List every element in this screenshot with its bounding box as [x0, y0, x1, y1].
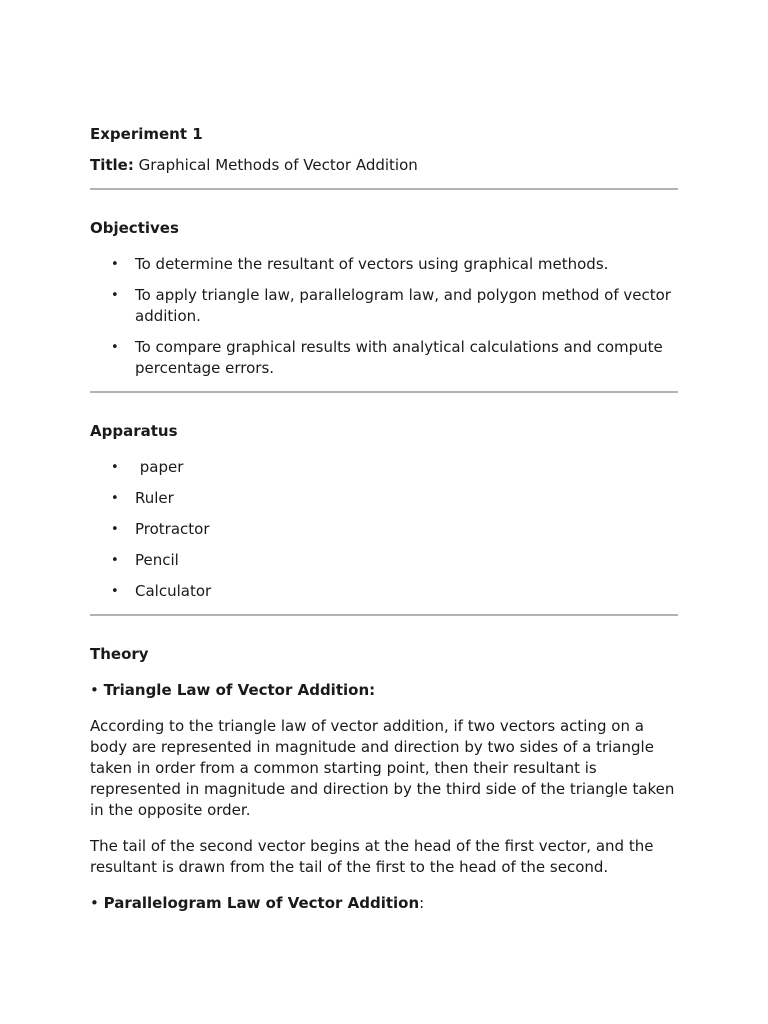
bullet-icon: •: [111, 257, 119, 272]
list-item: [90, 254, 678, 275]
bullet-icon: •: [111, 288, 119, 303]
title-text: Graphical Methods of Vector Addition: [138, 156, 418, 174]
objective-text: To determine the resultant of vectors using graphical methods.: [135, 255, 609, 273]
bullet-icon: •: [111, 584, 119, 599]
bullet-icon: •: [90, 894, 99, 912]
list-item: [90, 519, 678, 540]
list-item: [90, 581, 678, 602]
apparatus-text: paper: [135, 458, 184, 476]
section-divider: [90, 188, 678, 190]
apparatus-heading: Apparatus: [90, 422, 178, 440]
list-item: [90, 285, 678, 327]
triangle-law-heading: [90, 680, 678, 701]
bullet-icon: •: [111, 460, 119, 475]
triangle-law-paragraph-2: The tail of the second vector begins at the head of the first vector, and the resultant is drawn from the tail of the first to the head of the second.: [90, 837, 654, 876]
list-item: [90, 457, 678, 478]
parallelogram-law-colon: :: [419, 894, 425, 912]
bullet-icon: •: [90, 681, 99, 699]
bullet-icon: •: [111, 491, 119, 506]
apparatus-text: Ruler: [135, 489, 174, 507]
parallelogram-law-heading: [90, 893, 678, 914]
apparatus-text: Protractor: [135, 520, 210, 538]
experiment-heading: Experiment 1: [90, 125, 203, 143]
experiment-title-line: [90, 155, 678, 176]
apparatus-list: [90, 457, 678, 602]
bullet-icon: •: [111, 340, 119, 355]
document-page: [90, 124, 678, 929]
objective-text: To compare graphical results with analytical calculations and compute percentage errors.: [135, 338, 663, 377]
objective-text: To apply triangle law, parallelogram law, and polygon method of vector addition.: [135, 286, 671, 325]
theory-heading: Theory: [90, 645, 149, 663]
list-item: [90, 488, 678, 509]
bullet-icon: •: [111, 553, 119, 568]
section-divider: [90, 614, 678, 616]
triangle-law-paragraph: According to the triangle law of vector addition, if two vectors acting on a body are represented in magnitude and direction by two sides of a triangle taken in order from a common starting point, then their resultant is represented in magnitude and direction by the third side of the triangle taken in the opposite order.: [90, 717, 675, 819]
parallelogram-law-title: Parallelogram Law of Vector Addition: [103, 894, 420, 912]
apparatus-text: Pencil: [135, 551, 179, 569]
objectives-heading: Objectives: [90, 219, 179, 237]
triangle-law-title: Triangle Law of Vector Addition:: [103, 681, 376, 699]
objectives-list: [90, 254, 678, 379]
section-divider: [90, 391, 678, 393]
list-item: [90, 550, 678, 571]
title-label: Title:: [90, 156, 134, 174]
list-item: [90, 337, 678, 379]
apparatus-text: Calculator: [135, 582, 212, 600]
bullet-icon: •: [111, 522, 119, 537]
